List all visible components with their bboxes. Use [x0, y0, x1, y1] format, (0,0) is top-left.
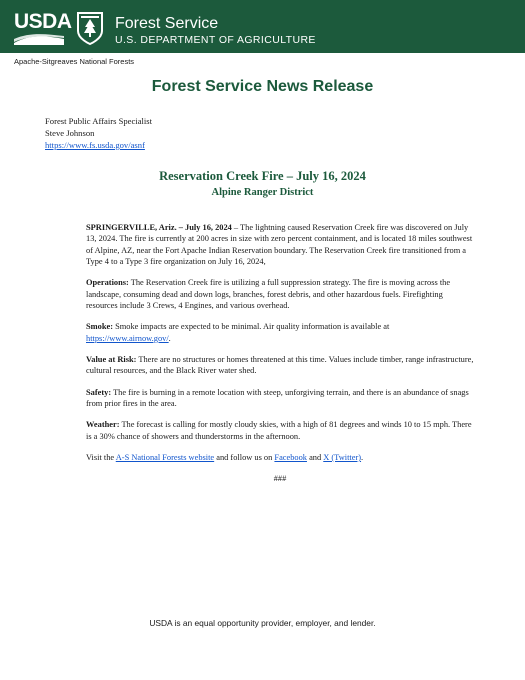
end-mark: ### [273, 474, 287, 484]
equal-opportunity-statement: USDA is an equal opportunity provider, employer, and lender. [149, 618, 376, 628]
value-text: There are no structures or homes threatened at this time. Values include timber, range infrastructure, cultural resources, and the Black River water shed. [86, 355, 474, 376]
operations-label: Operations: [86, 278, 129, 288]
contact-name: Steve Johnson [45, 128, 95, 138]
smoke-label: Smoke: [86, 322, 113, 332]
usda-swoosh-icon [14, 33, 64, 45]
contact-link[interactable]: https://www.fs.usda.gov/asnf [45, 140, 145, 150]
headline-title: Reservation Creek Fire – July 16, 2024 [159, 169, 366, 183]
airnow-link[interactable]: https://www.airnow.gov/ [86, 333, 169, 343]
visit-end: . [361, 452, 364, 462]
visit-mid: and follow us on [214, 452, 275, 462]
lead-text: – The lightning caused Reservation Creek fire was discovered on July 13, 2024. The fire is currently at 200 acres in size with zero percent containment, and is located 18 miles southwest of Alpine, AZ, near the Fort Apache Indian Reservation boundary. The Reservation Creek fire transitioned from a Type 4 to a Type 3 fire organization on July 16, 2024, [86, 223, 473, 267]
operations-text: The Reservation Creek fire is utilizing a full suppression strategy. The fire is moving across the landscape, consuming dead and down logs, branches, forest debris, and other hazardous fuels. Firefighting resources include 3 Crews, 4 Engines, and various overhead. [86, 278, 451, 311]
header-banner [0, 0, 525, 53]
dateline: SPRINGERVILLE, Ariz. – July 16, 2024 [86, 223, 232, 232]
contact-role: Forest Public Affairs Specialist [45, 116, 153, 126]
contact-block [45, 115, 152, 151]
value-label: Value at Risk: [86, 355, 137, 365]
visit-prefix: Visit the [86, 452, 116, 462]
safety-text: The fire is burning in a remote location with steep, unforgiving terrain, and there is an abundance of snags from prior fires in the area. [86, 387, 469, 409]
weather-text: The forecast is calling for mostly cloudy skies, with a high of 81 degrees and winds 10 to 15 mph. There is a 30% chance of showers and thunderstorms in the afternoon. [86, 420, 472, 441]
facebook-link[interactable]: Facebook [274, 452, 307, 462]
forest-service-shield-icon [76, 11, 104, 46]
lead-paragraph [86, 222, 474, 268]
smoke-text: Smoke impacts are expected to be minimal. Air quality information is available at [113, 322, 390, 332]
visit-paragraph [86, 452, 474, 463]
department-name: U.S. DEPARTMENT OF AGRICULTURE [115, 34, 316, 46]
safety-label: Safety: [86, 387, 112, 397]
visit-and: and [306, 452, 324, 462]
agency-name: Forest Service [115, 15, 219, 32]
twitter-link[interactable]: X (Twitter) [323, 452, 362, 462]
usda-logo-text: USDA [14, 10, 72, 33]
release-title: Forest Service News Release [151, 78, 374, 95]
weather-paragraph [86, 419, 474, 442]
forest-website-link[interactable]: A-S National Forests website [115, 452, 215, 462]
release-body [86, 222, 474, 494]
value-paragraph [86, 354, 474, 377]
smoke-paragraph [86, 321, 474, 344]
safety-paragraph [86, 387, 474, 410]
usda-logo [14, 10, 72, 45]
operations-paragraph [86, 277, 474, 311]
headline-district: Alpine Ranger District [211, 187, 314, 198]
unit-name: Apache-Sitgreaves National Forests [14, 57, 135, 66]
weather-label: Weather: [86, 420, 120, 430]
smoke-end: . [168, 333, 171, 343]
